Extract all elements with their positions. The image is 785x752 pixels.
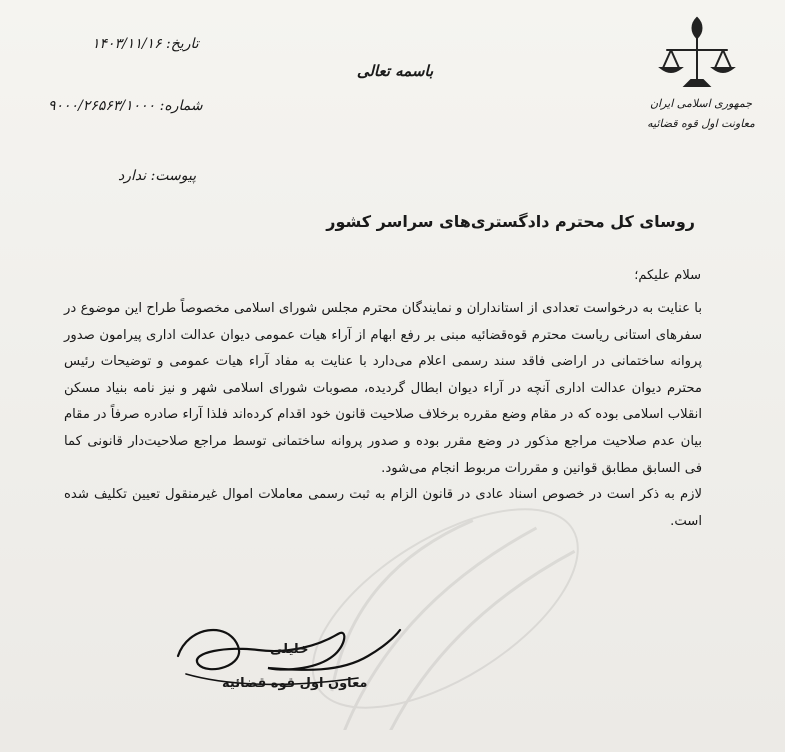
basmala: باسمه تعالی <box>356 62 434 80</box>
salutation: سلام علیکم؛ <box>634 268 701 283</box>
attachment-label: پیوست: <box>150 168 197 184</box>
signer-name: خلیلی <box>270 642 309 657</box>
date-value: ۱۴۰۳/۱۱/۱۶ <box>92 36 162 52</box>
letter-date <box>92 36 199 52</box>
attachment-value: ندارد <box>118 168 147 184</box>
letter-number <box>48 98 203 114</box>
emblem-line-country: جمهوری اسلامی ایران <box>649 97 753 110</box>
body-paragraph-1: با عنایت به درخواست تعدادی از استانداران و نمایندگان محترم مجلس شورای اسلامی مخصوصاً طراح این موضوع در سفرهای استانی ریاست محترم قوه‌قضائیه مبنی بر رفع ابهام از آراء هیات عمومی دیوان عدالت اداری پیرامون صدور پروانه ساختمانی در اراضی فاقد سند رسمی اعلام می‌دارد با عنایت به مفاد آراء هیات عمومی و توضیحات رئیس محترم دیوان عدالت اداری آنچه در آراء دیوان ابطال گردیده، مصوبات شورای اسلامی شهر و نیز نامه بنیاد مسکن انقلاب اسلامی بوده که در مقام وضع مقرره برخلاف صلاحیت قانون خود اقدام کرده‌اند فلذا آراء صادره صرفاً در مقام بیان عدم صلاحیت مراجع مذکور در وضع مقرر بوده و صدور پروانه ساختمانی توسط مراجع صلاحیت‌دار قانونی کما فی السابق مطابق قوانین و مقررات مربوط انجام می‌شود. <box>64 301 702 476</box>
emblem-line-office: معاونت اول قوه قضائیه <box>647 117 755 130</box>
date-label: تاریخ: <box>166 36 199 52</box>
body-paragraph-2: لازم به ذکر است در خصوص اسناد عادی در قانون الزام به ثبت رسمی معاملات اموال غیرمنقول تعیین تکلیف شده است. <box>64 487 702 529</box>
number-label: شماره: <box>159 98 203 114</box>
letter-body <box>64 296 702 535</box>
number-value: ۹۰۰۰/۲۶۵۶۳/۱۰۰۰ <box>48 98 156 114</box>
judiciary-emblem-icon <box>657 14 737 94</box>
signer-title: معاون اول قوه قضائیه <box>222 676 368 691</box>
recipient-heading: روسای کل محترم دادگستری‌های سراسر کشور <box>326 212 695 231</box>
letter-attachment <box>118 168 196 184</box>
emblem-caption <box>641 94 761 134</box>
